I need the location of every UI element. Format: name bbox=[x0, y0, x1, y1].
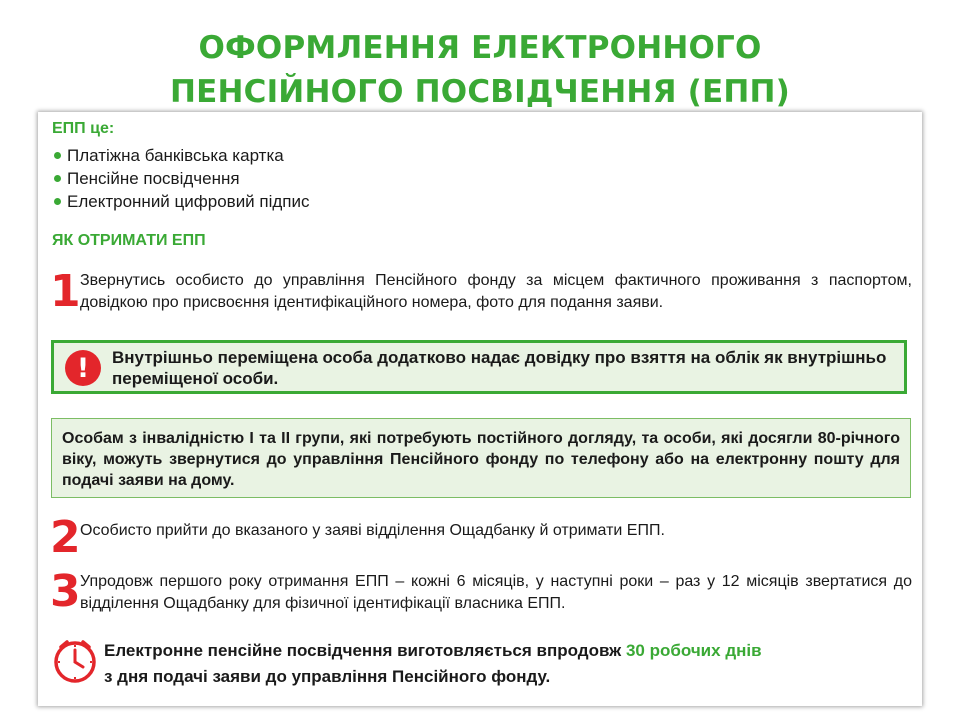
warning-icon bbox=[64, 349, 102, 387]
title-line-2: ПЕНСІЙНОГО ПОСВІДЧЕННЯ (ЕПП) bbox=[169, 74, 791, 110]
intro-heading: ЕПП це: bbox=[52, 120, 115, 137]
idp-notice-text: Внутрішньо переміщена особа додатково надає довідку про взяття на облік як внутрішньо переміщеної особи. bbox=[112, 348, 887, 388]
step-number-3: 3 bbox=[50, 566, 81, 617]
duration-highlight: 30 робочих днів bbox=[625, 641, 762, 660]
step-text-3: Упродовж першого року отримання ЕПП – кожні 6 місяців, у наступні роки – раз у 12 місяців звертатися до відділення Ощадбанку для фізичної ідентифікації власника ЕПП. bbox=[80, 573, 912, 612]
step-number-2: 2 bbox=[50, 512, 81, 563]
step-text-2: Особисто прийти до вказаного у заяві відділення Ощадбанку й отримати ЕПП. bbox=[80, 522, 665, 539]
step-text-1: Звернутись особисто до управління Пенсійного фонду за місцем фактичного проживання з паспортом, довідкою про присвоєння ідентифікаційного номера, фото для подання заяви. bbox=[80, 272, 912, 311]
bullet-dot-icon bbox=[54, 152, 61, 159]
final-note bbox=[52, 634, 912, 694]
title-line-1: ОФОРМЛЕННЯ ЕЛЕКТРОННОГО bbox=[198, 30, 762, 66]
page-title bbox=[0, 26, 960, 114]
list-item: Пенсійне посвідчення bbox=[52, 167, 310, 190]
idp-notice bbox=[51, 340, 907, 394]
svg-text:!: ! bbox=[76, 353, 90, 384]
disabled-notice bbox=[51, 418, 911, 498]
how-heading: ЯК ОТРИМАТИ ЕПП bbox=[52, 232, 206, 249]
bullet-dot-icon bbox=[54, 175, 61, 182]
step-number-1: 1 bbox=[50, 266, 81, 317]
clock-icon bbox=[52, 638, 98, 684]
final-note-text: Електронне пенсійне посвідчення виготовляється впродовж 30 робочих днів з дня подачі заяви до управління Пенсійного фонду. bbox=[104, 641, 762, 686]
list-item: Платіжна банківська картка bbox=[52, 144, 310, 167]
bullet-dot-icon bbox=[54, 198, 61, 205]
disabled-notice-text: Особам з інвалідністю I та II групи, які потребують постійного догляду, та особи, які досягли 80-річного віку, можуть звернутися до управління Пенсійного фонду по телефону або на електронну пошту для подачі заяви на дому. bbox=[62, 430, 900, 489]
list-item: Електронний цифровий підпис bbox=[52, 190, 310, 213]
info-card bbox=[38, 112, 922, 706]
intro-list bbox=[52, 144, 310, 213]
